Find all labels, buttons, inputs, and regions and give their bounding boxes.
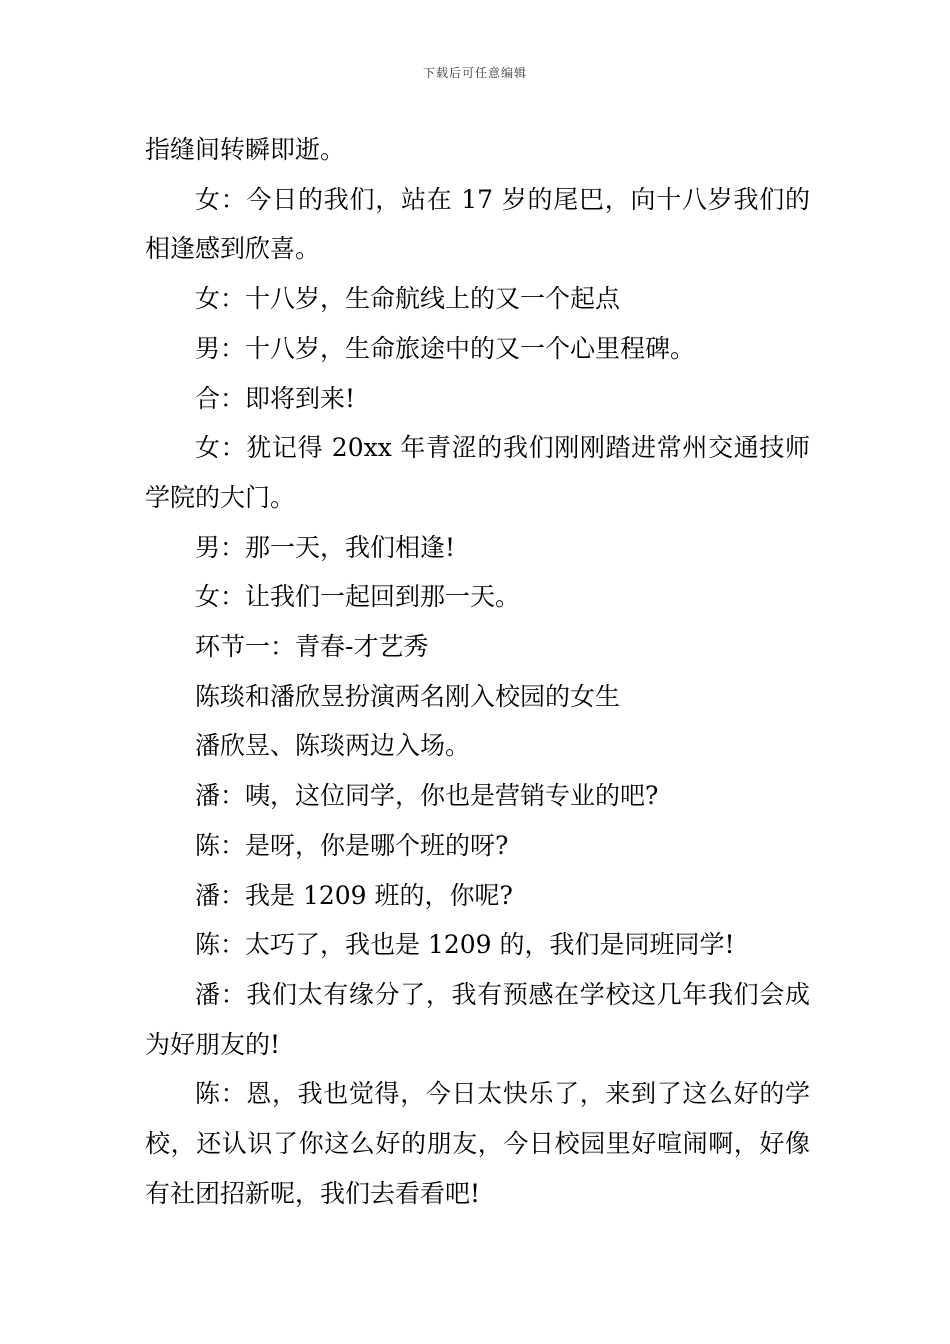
paragraph: 陈：是呀，你是哪个班的呀? — [195, 830, 509, 860]
paragraph: 潘欣昱、陈琰两边入场。 — [195, 731, 471, 761]
paragraph: 陈：恩，我也觉得，今日太快乐了，来到了这么好的学校，还认识了你这么好的朋友，今日校园里好喧闹啊，好像有社团招新呢，我们去看看吧! — [145, 1079, 810, 1208]
paragraph: 潘：我是 1209 班的，你呢? — [195, 880, 513, 910]
paragraph: 环节一：青春-才艺秀 — [195, 632, 429, 662]
paragraph: 男：那一天，我们相逢! — [195, 532, 456, 562]
paragraph: 陈琰和潘欣昱扮演两名刚入校园的女生 — [195, 681, 621, 711]
page-header: 下载后可任意编辑 — [422, 66, 527, 80]
paragraph: 女：犹记得 20xx 年青涩的我们刚刚踏进常州交通技师学院的大门。 — [145, 433, 810, 512]
paragraph: 女：十八岁，生命航线上的又一个起点 — [195, 284, 621, 314]
paragraph: 指缝间转瞬即逝。 — [145, 135, 346, 164]
paragraph: 陈：太巧了，我也是 1209 的，我们是同班同学! — [195, 930, 735, 960]
paragraph: 潘：咦，这位同学，你也是营销专业的吧? — [195, 781, 659, 811]
paragraph: 女：让我们一起回到那一天。 — [195, 582, 521, 612]
paragraph: 合：即将到来! — [195, 383, 356, 413]
document-body — [145, 125, 810, 1218]
paragraph: 男：十八岁，生命旅途中的又一个心里程碑。 — [195, 333, 696, 363]
paragraph: 潘：我们太有缘分了，我有预感在学校这几年我们会成为好朋友的! — [145, 979, 810, 1059]
paragraph: 女：今日的我们，站在 17 岁的尾巴，向十八岁我们的相逢感到欣喜。 — [145, 184, 810, 264]
